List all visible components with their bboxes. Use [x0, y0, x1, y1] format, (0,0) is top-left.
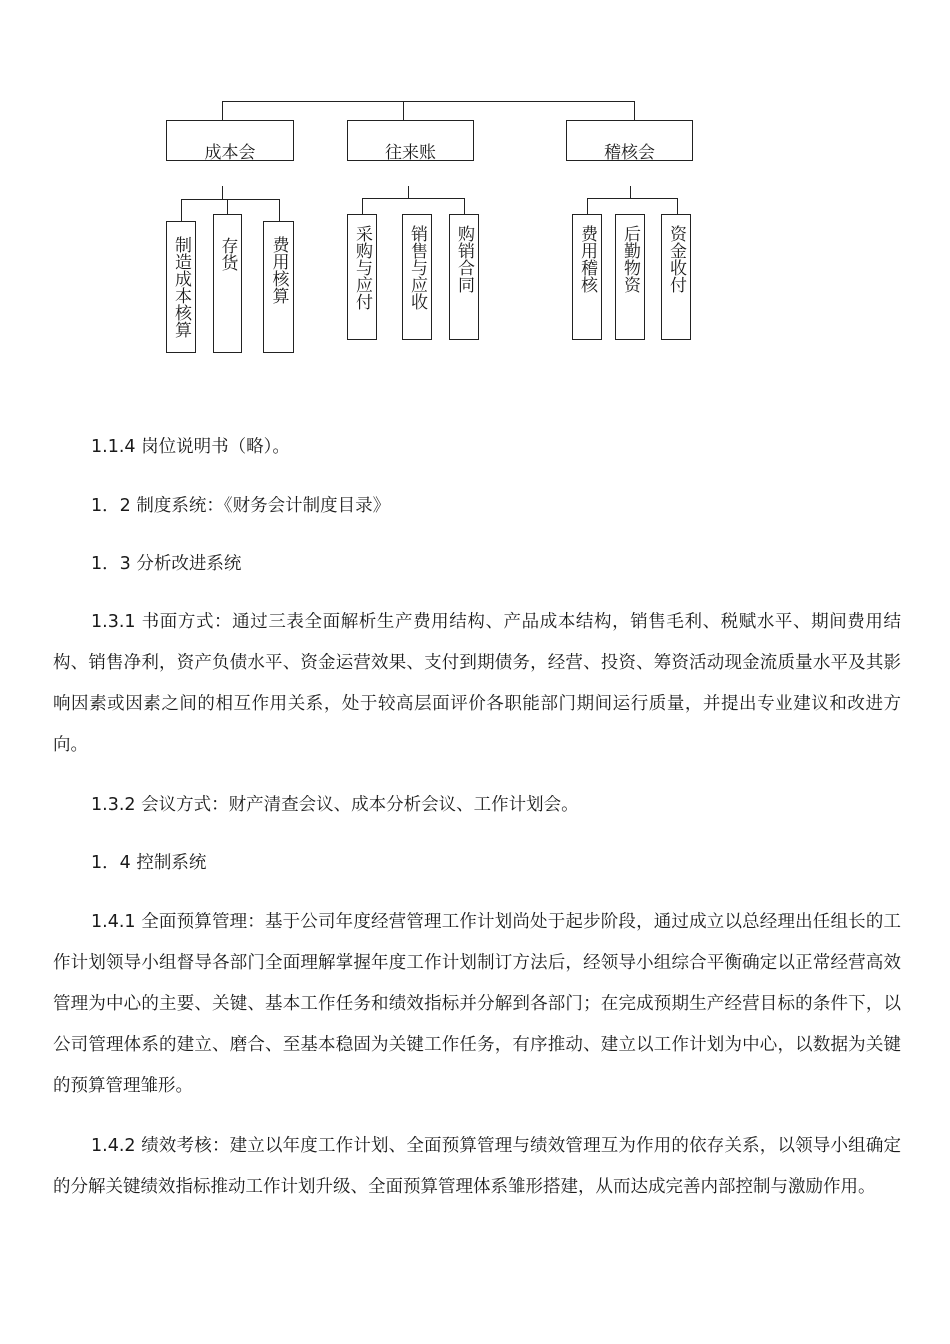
paragraph: 1.4.1 全面预算管理：基于公司年度经营管理工作计划尚处于起步阶段，通过成立以总经理出任组长的工作计划领导小组督导各部门全面理解掌握年度工作计划制订方法后，经领导小组综合平衡确定以正常经营高效管理为中心的主要、关键、基本工作任务和绩效指标并分解到各部门；在完成预期生产经营目标的条件下，以公司管理体系的建立、磨合、至基本稳固为关键工作任务，有序推动、建立以工作计划为中心，以数据为关键的预算管理雏形。 — [53, 912, 901, 1096]
unit-label: 后勤物资 — [620, 225, 640, 293]
unit-box — [615, 214, 645, 340]
unit-label: 制造成本核算 — [171, 236, 191, 338]
connector-line — [279, 199, 280, 221]
unit-box — [166, 221, 196, 353]
org-chart — [0, 0, 950, 380]
connector-line — [403, 101, 404, 121]
dept-label: 往来账 — [385, 143, 436, 161]
unit-box — [661, 214, 691, 340]
paragraph: 1.3.1 书面方式：通过三表全面解析生产费用结构、产品成本结构，销售毛利、税赋水平、期间费用结构、销售净利，资产负债水平、资金运营效果、支付到期债务，经营、投资、筹资活动现金流质量水平及其影响因素或因素之间的相互作用关系，处于较高层面评价各职能部门期间运行质量，并提出专业建议和改进方向。 — [53, 612, 901, 755]
unit-label: 存货 — [217, 237, 238, 271]
paragraph: 1．3 分析改进系统 — [91, 554, 242, 574]
paragraph: 1.4.2 绩效考核：建立以年度工作计划、全面预算管理与绩效管理互为作用的依存关系，以领导小组确定的分解关键绩效指标推动工作计划升级、全面预算管理体系雏形搭建，从而达成完善内部控制与激励作用。 — [53, 1136, 901, 1197]
connector-line — [181, 199, 279, 200]
connector-line — [222, 186, 223, 199]
connector-line — [464, 198, 465, 214]
connector-line — [677, 198, 678, 214]
unit-label: 费用核算 — [268, 236, 289, 304]
connector-line — [362, 198, 464, 199]
connector-line — [362, 198, 363, 214]
dept-label: 稽核会 — [604, 143, 655, 161]
dept-box-cost — [166, 120, 294, 161]
connector-line — [181, 199, 182, 221]
connector-line — [630, 186, 631, 198]
unit-label: 费用稽核 — [577, 225, 597, 293]
unit-box — [572, 214, 602, 340]
connector-line — [587, 198, 588, 214]
connector-line — [587, 198, 677, 199]
unit-label: 资金收付 — [666, 225, 686, 293]
unit-label: 销售与应收 — [407, 225, 427, 310]
unit-box — [449, 214, 479, 340]
connector-line — [222, 101, 635, 102]
unit-label: 购销合同 — [454, 225, 474, 293]
connector-line — [227, 199, 228, 214]
connector-line — [408, 186, 409, 198]
paragraph: 1.1.4 岗位说明书（略）。 — [91, 437, 290, 457]
dept-label: 成本会 — [204, 143, 256, 161]
connector-line — [222, 101, 223, 121]
unit-label: 采购与应付 — [352, 225, 372, 310]
connector-line — [634, 101, 635, 121]
paragraph: 1．2 制度系统：《财务会计制度目录》 — [91, 496, 391, 516]
paragraph: 1.3.2 会议方式：财产清查会议、成本分析会议、工作计划会。 — [91, 795, 579, 815]
unit-box — [347, 214, 377, 340]
unit-box — [263, 221, 294, 353]
paragraph: 1．4 控制系统 — [91, 853, 207, 873]
unit-box — [213, 214, 242, 353]
unit-box — [402, 214, 432, 340]
dept-box-accounts — [347, 120, 474, 161]
dept-box-audit — [566, 120, 693, 161]
